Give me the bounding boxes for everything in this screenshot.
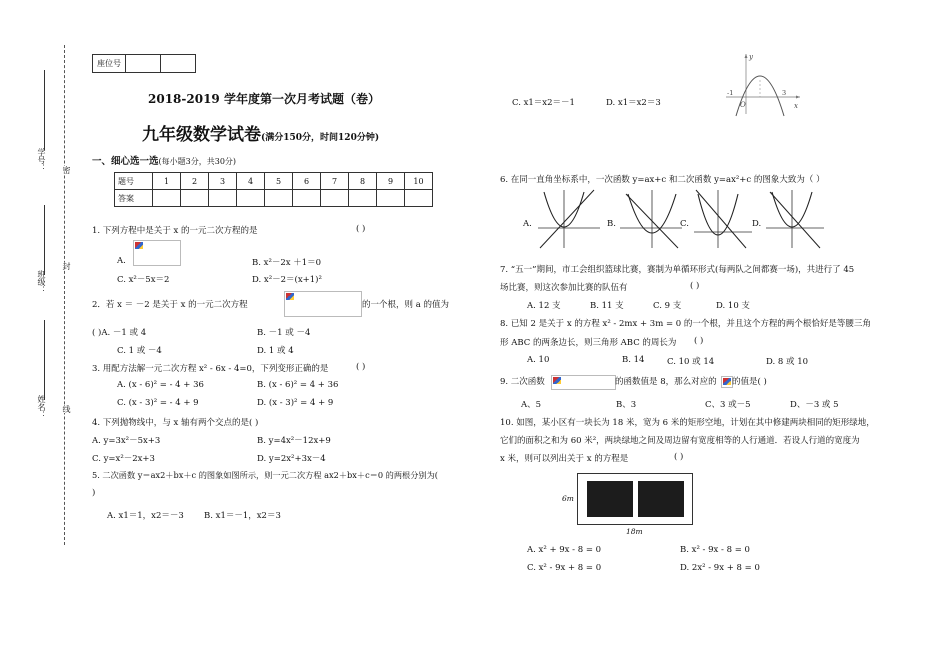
q5-stem: 5. 二次函数 y＝ax2＋bx＋c 的图象如图所示，则一元二次方程 ax2＋bx＋c＝0 的两根分别为(	[92, 470, 438, 480]
q8-stem-2: 形 ABC 的两条边长，则三角形 ABC 的周长为	[500, 338, 677, 348]
q10-width-label: 6m	[562, 494, 574, 503]
section-1-heading	[92, 153, 236, 167]
seat-label: 座位号	[93, 55, 126, 73]
q10-stem-3: x 米，则可以列出关于 x 的方程是	[500, 454, 629, 464]
q4-option-d: D. y=2x²+3x－4	[257, 454, 326, 464]
q3-option-c: C. (x - 3)² = - 4 + 9	[117, 398, 199, 408]
q10-option-d: D. 2x² - 9x + 8 = 0	[680, 563, 760, 573]
q10-figure	[577, 473, 693, 525]
answer-table-number-row	[115, 173, 433, 190]
q4-option-c: C. y=x²－2x+3	[92, 454, 155, 464]
q1-stem: 1. 下列方程中是关于 x 的一元二次方程的是	[92, 226, 258, 236]
answer-cell[interactable]	[209, 190, 237, 207]
q7-stem-2: 场比赛，则这次参加比赛的队伍有	[500, 283, 628, 293]
section-1-note: (每小题3分，共30分)	[158, 157, 237, 166]
seat-cell[interactable]	[126, 55, 161, 73]
answer-number: 5	[265, 173, 293, 190]
q2-stem: 2．若 x ＝ －2 是关于 x 的一元二次方程	[92, 300, 248, 310]
q2-stem-end: 的一个根，则 a 的值为	[362, 300, 449, 310]
q5-parabola-graph	[722, 50, 804, 118]
q7-option-b: B. 11 支	[590, 301, 624, 311]
q8-paren: ( )	[694, 336, 704, 346]
q3-stem: 3. 用配方法解一元二次方程 x² - 6x - 4=0，下列变形正确的是	[92, 364, 329, 374]
q8-option-c: C. 10 或 14	[667, 357, 715, 367]
q7-stem: 7. “五一”期间，市工会组织篮球比赛，赛制为单循环形式(每两队之间都赛一场)，共进行了 45	[500, 265, 855, 275]
answer-cell[interactable]	[293, 190, 321, 207]
q4-option-b: B. y=4x²－12x+9	[257, 436, 331, 446]
answer-cell[interactable]	[349, 190, 377, 207]
exam-title: 2018-2019 学年度第一次月考试题（卷）	[148, 92, 380, 106]
q9-option-b: B、3	[616, 400, 637, 410]
answer-cell[interactable]	[265, 190, 293, 207]
q8-option-b: B. 14	[622, 355, 645, 365]
answer-number: 10	[405, 173, 433, 190]
q10-option-a: A. x² + 9x - 8 = 0	[527, 545, 602, 555]
q5-paren: )	[92, 488, 96, 498]
q7-option-c: C. 9 支	[653, 301, 682, 311]
q5-option-b: B. x1＝－1，x2＝3	[204, 511, 281, 521]
q9-option-d: D、－3 或 5	[790, 400, 839, 410]
answer-table-row-head: 答案	[115, 190, 153, 207]
green-plot-right	[638, 481, 684, 517]
q2-option-a: ( )A. －1 或 4	[92, 328, 147, 338]
q4-stem: 4. 下列抛物线中，与 x 轴有两个交点的是( )	[92, 418, 259, 428]
student-no-field[interactable]	[44, 70, 45, 150]
answer-table	[114, 172, 433, 207]
line-mark: 线	[62, 405, 71, 413]
answer-number: 3	[209, 173, 237, 190]
q3-option-a: A. (x - 6)² = - 4 + 36	[117, 380, 204, 390]
q9-stem-end: 的值是( )	[732, 377, 767, 387]
q6-option-a-label: A.	[523, 219, 532, 229]
green-plot-left	[587, 481, 633, 517]
seal-mark: 密	[62, 166, 71, 174]
student-no-label: 学号：	[37, 148, 46, 172]
seal-mark-2: 封	[62, 262, 71, 270]
q4-option-a: A. y=3x²－5x+3	[92, 436, 161, 446]
binding-line	[64, 45, 65, 545]
q9-stem-mid: 的函数值是 8，那么对应的	[615, 377, 717, 387]
answer-number: 8	[349, 173, 377, 190]
q7-paren: ( )	[690, 281, 700, 291]
q10-length-label: 18m	[626, 527, 643, 536]
answer-number: 1	[153, 173, 181, 190]
subject-title: 九年级数学试卷	[142, 125, 261, 145]
q1-option-a: A.	[117, 256, 126, 266]
name-field[interactable]	[44, 320, 45, 400]
q2-equation-image	[284, 291, 362, 317]
q3-option-b: B. (x - 6)² = 4 + 36	[257, 380, 339, 390]
answer-cell[interactable]	[153, 190, 181, 207]
q10-option-c: C. x² - 9x + 8 = 0	[527, 563, 602, 573]
q5-graph-root-right: 3	[782, 89, 787, 97]
q5-graph-x-label: x	[794, 102, 798, 110]
answer-number: 9	[377, 173, 405, 190]
q1-option-c: C. x²－5x＝2	[117, 275, 170, 285]
name-label: 姓名：	[37, 395, 46, 419]
answer-cell[interactable]	[377, 190, 405, 207]
q6-option-b-graph	[616, 186, 686, 252]
q6-option-c-graph	[690, 186, 756, 252]
q6-stem: 6. 在同一直角坐标系中，一次函数 y=ax+c 和二次函数 y=ax²+c 的图象大致为（ ）	[500, 175, 825, 185]
q6-option-b-label: B.	[607, 219, 616, 229]
q6-option-a-graph	[534, 186, 604, 252]
q2-option-c: C. 1 或 －4	[117, 346, 162, 356]
answer-cell[interactable]	[237, 190, 265, 207]
class-field[interactable]	[44, 205, 45, 275]
q5-option-c: C. x1＝x2＝－1	[512, 98, 575, 108]
q5-graph-origin: O	[740, 101, 746, 109]
q7-option-d: D. 10 支	[716, 301, 750, 311]
answer-table-row-head: 题号	[115, 173, 153, 190]
class-label: 班级：	[37, 270, 46, 294]
q3-paren: ( )	[356, 362, 366, 372]
seat-cell[interactable]	[161, 55, 196, 73]
q5-graph-y-label: y	[749, 53, 753, 61]
answer-cell[interactable]	[405, 190, 433, 207]
answer-number: 2	[181, 173, 209, 190]
q10-option-b: B. x² - 9x - 8 = 0	[680, 545, 750, 555]
q8-stem: 8. 已知 2 是关于 x 的方程 x² - 2mx + 3m = 0 的一个根，并且这个方程的两个根恰好是等腰三角	[500, 319, 871, 329]
q10-stem-2: 它们的面积之和为 60 米²，两块绿地之间及周边留有宽度相等的人行通道．若设人行道的宽度为	[500, 436, 860, 446]
q1-option-d: D. x²－2＝(x+1)²	[252, 275, 322, 285]
q8-option-d: D. 8 或 10	[766, 357, 809, 367]
q9-stem: 9. 二次函数	[500, 377, 545, 387]
q8-option-a: A. 10	[527, 355, 550, 365]
q5-option-a: A. x1＝1，x2＝－3	[107, 511, 184, 521]
q1-option-a-formula-image	[133, 240, 181, 266]
q9-option-a: A、5	[521, 400, 542, 410]
q2-option-b: B. －1 或 －4	[257, 328, 311, 338]
q6-option-c-label: C.	[680, 219, 689, 229]
answer-number: 4	[237, 173, 265, 190]
q1-option-b: B. x²－2x ＋1＝0	[252, 258, 322, 268]
seat-number-table	[92, 54, 196, 73]
q2-option-d: D. 1 或 4	[257, 346, 294, 356]
q10-paren: ( )	[674, 452, 684, 462]
title-note: (满分150分，时间120分钟)	[261, 133, 380, 143]
answer-table-answer-row	[115, 190, 433, 207]
answer-cell[interactable]	[321, 190, 349, 207]
q5-graph-root-left: -1	[727, 89, 734, 97]
q6-option-d-graph	[762, 186, 828, 252]
q9-option-c: C、3 或－5	[705, 400, 751, 410]
q5-option-d: D. x1＝x2＝3	[606, 98, 661, 108]
q7-option-a: A. 12 支	[527, 301, 561, 311]
q1-paren: ( )	[356, 224, 366, 234]
section-1-title: 一、细心选一选	[92, 156, 159, 167]
answer-number: 7	[321, 173, 349, 190]
answer-cell[interactable]	[181, 190, 209, 207]
answer-number: 6	[293, 173, 321, 190]
exam-subtitle	[142, 120, 379, 145]
q6-option-d-label: D.	[752, 219, 762, 229]
q3-option-d: D. (x - 3)² = 4 + 9	[257, 398, 334, 408]
q10-stem: 10. 如图，某小区有一块长为 18 米，宽为 6 米的矩形空地，计划在其中修建两块相同的矩形绿地，	[500, 418, 875, 428]
q9-function-image	[551, 375, 616, 390]
